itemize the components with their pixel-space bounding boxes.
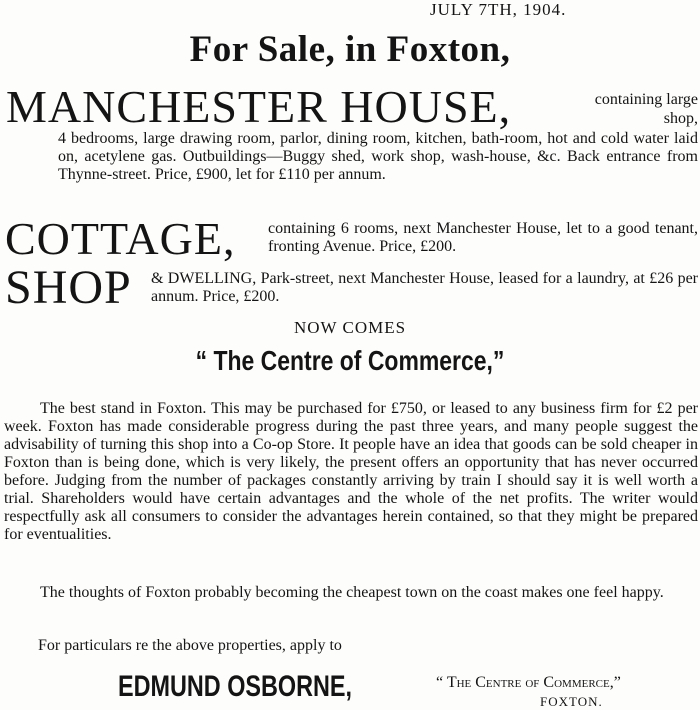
date-line: JULY 7TH, 1904. [430,0,567,19]
shop-title: SHOP [5,261,132,314]
advertiser-address: “ The Centre of Commerce,” [436,674,621,691]
manchester-house-description: 4 bedrooms, large drawing room, parlor, dining room, kitchen, bath-room, hot and cold water laid on, acetylene gas. Outbuildings—Buggy shed, work shop, wash-house, &c. Back entrance from Thynne-street. Price, £900, let for £110 per annum. [58,130,698,183]
shop-description: & DWELLING, Park-street, next Manchester House, leased for a laundry, at £26 per annum. Price, £200. [151,270,698,305]
advertiser-town: FOXTON. [540,694,603,709]
manchester-house-title: MANCHESTER HOUSE, [6,81,512,132]
advertiser-name: EDMUND OSBORNE, [118,670,353,703]
cottage-description: containing 6 rooms, next Manchester House, let to a good tenant, fronting Avenue. Price, £200. [268,220,698,255]
particulars-line: For particulars re the above properties, apply to [38,637,342,654]
main-paragraph: The best stand in Foxton. This may be purchased for £750, or leased to any business firm for £2 per week. Foxton has made considerable progress during the past three years, and many people suggest the advisability of turning this shop into a Co-op Store. It people have an idea that goods can be sold cheaper in Foxton than is being done, which is very likely, the present offers an opportunity that has never occurred before. Judging from the number of packages constantly arriving by train I should say it is well worth a trial. Shareholders would have certain advantages and the whole of the net profits. The writer would respectfully ask all consumers to consider the advantages herein contained, so that they might be prepared for eventualities. [4,400,698,543]
headline: For Sale, in Foxton, [189,29,511,70]
centre-of-commerce-heading: “ The Centre of Commerce,” [195,345,505,376]
thoughts-paragraph: The thoughts of Foxton probably becoming the cheapest town on the coast makes one feel happy. [40,584,664,601]
cottage-title: COTTAGE, [5,213,236,264]
now-comes-line: NOW COMES [293,318,407,337]
manchester-house-side-note: containing large shop, [594,91,698,127]
